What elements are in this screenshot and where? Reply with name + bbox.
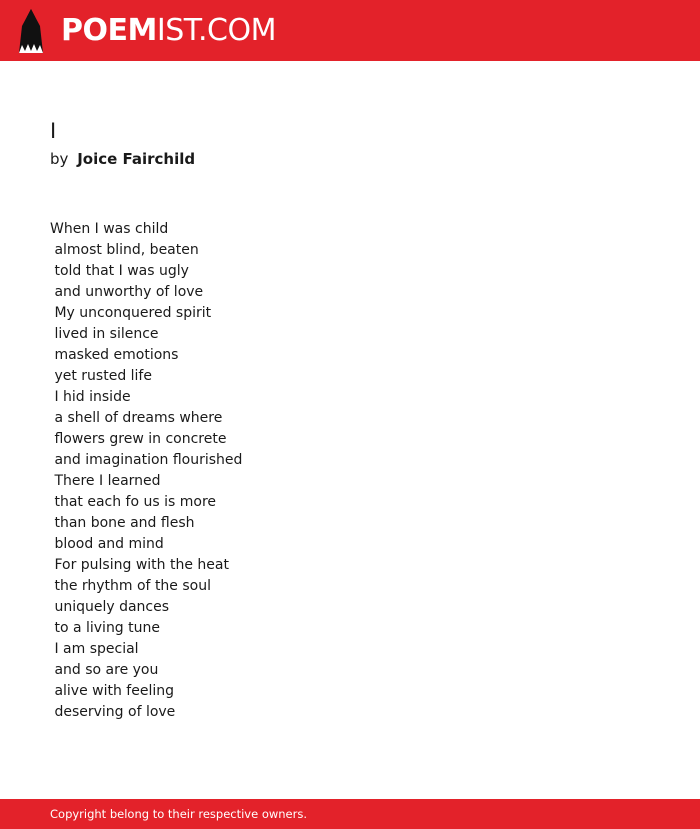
poem-line: I hid inside [50,389,131,405]
site-logo-link[interactable] [18,9,276,53]
site-footer [0,799,700,829]
poem-line: There I learned [50,473,161,489]
poem-line: lived in silence [50,326,159,342]
poem-line: blood and mind [50,536,164,552]
poem-title: I [50,119,57,143]
poem-line: masked emotions [50,347,179,363]
poem-line: to a living tune [50,620,160,636]
poem-line: the rhythm of the soul [50,578,211,594]
poem-line: told that I was ugly [50,263,189,279]
poem-line: and imagination flourished [50,452,243,468]
poem-line: almost blind, beaten [50,242,199,258]
poem-line: I am special [50,641,139,657]
poem-line: than bone and flesh [50,515,195,531]
site-header [0,0,700,61]
poem-line: and so are you [50,662,159,678]
poem-line: deserving of love [50,704,176,720]
poem-line: yet rusted life [50,368,152,384]
poem-line: When I was child [50,221,169,237]
poem-author: Joice Fairchild [77,150,196,168]
poem-body [50,219,242,723]
poem-line: uniquely dances [50,599,170,615]
poem-line: alive with feeling [50,683,175,699]
copyright-text: Copyright belong to their respective owners. [50,807,308,821]
poem-line: that each fo us is more [50,494,217,510]
poem-line: a shell of dreams where [50,410,223,426]
by-label: by [50,150,69,168]
logo-text-bold: POEM [61,13,157,48]
logo-text-light: IST.COM [156,13,276,48]
logo-text [61,9,276,53]
poem-line: flowers grew in concrete [50,431,227,447]
poem-line: My unconquered spirit [50,305,212,321]
poem-byline [50,148,195,170]
pencil-tip-icon [18,9,44,53]
poem-line: For pulsing with the heat [50,557,229,573]
poem-line: and unworthy of love [50,284,204,300]
